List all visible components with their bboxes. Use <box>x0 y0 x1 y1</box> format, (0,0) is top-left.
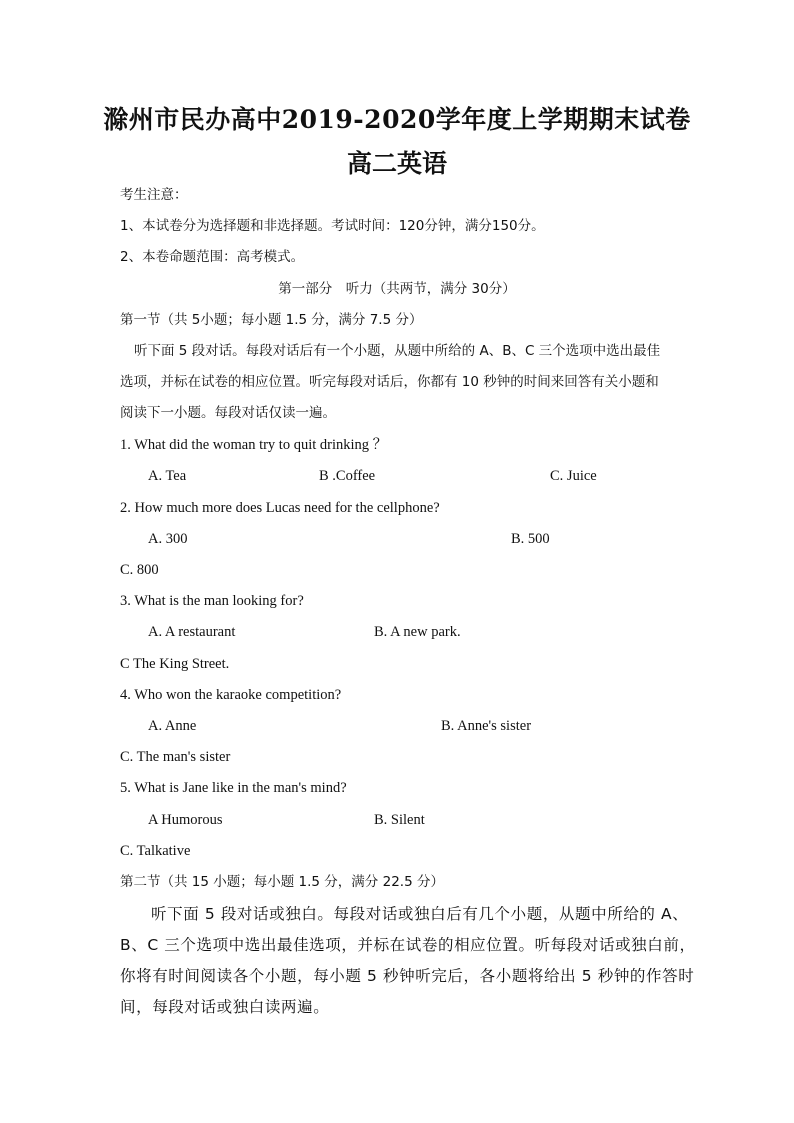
question-2-option-b: B. 500 <box>511 531 550 547</box>
question-3-stem: 3. What is the man looking for? <box>120 593 304 609</box>
question-1-stem: 1. What did the woman try to quit drinking ？ <box>120 437 388 453</box>
question-1-option-a: A. Tea <box>148 468 187 484</box>
section2-instruction-1: 听下面 5 段对话或独白。每段对话或独白后有几个小题，从题中所给的 A、 <box>151 905 689 923</box>
question-4-option-c: C. The man's sister <box>120 749 231 765</box>
question-1-option-c: C. Juice <box>550 468 597 484</box>
question-1-option-b: B .Coffee <box>319 468 376 484</box>
exam-title: 滁州市民办高中2019-2020学年度上学期期末试卷 <box>103 105 691 134</box>
question-3-option-c: C The King Street. <box>120 656 230 672</box>
section1-instruction-3: 阅读下一小题。每段对话仅读一遍。 <box>120 405 336 421</box>
question-3-option-b: B. A new park. <box>374 624 461 640</box>
question-5-option-c: C. Talkative <box>120 843 191 859</box>
section2-title: 第二节（共 15 小题；每小题 1.5 分，满分 22.5 分） <box>120 874 444 890</box>
notice-item-2: 2、本卷命题范围：高考模式。 <box>120 249 305 265</box>
exam-subtitle: 高二英语 <box>346 149 447 178</box>
part1-title: 第一部分 听力（共两节，满分 30分） <box>278 281 516 297</box>
section1-instruction-1: 听下面 5 段对话。每段对话后有一个小题，从题中所给的 A、B、C 三个选项中选出最佳 <box>134 343 661 359</box>
section2-instruction-4: 间，每段对话或独白读两遍。 <box>120 998 330 1016</box>
question-3-option-a: A. A restaurant <box>148 624 236 640</box>
question-4-option-a: A. Anne <box>148 718 197 734</box>
notice-heading: 考生注意： <box>120 187 188 203</box>
question-5-option-b: B. Silent <box>374 812 425 828</box>
question-5-stem: 5. What is Jane like in the man's mind? <box>120 780 347 796</box>
question-2-option-a: A. 300 <box>148 531 188 547</box>
question-2-stem: 2. How much more does Lucas need for the cellphone? <box>120 500 440 516</box>
question-2-option-c: C. 800 <box>120 562 159 578</box>
section2-instruction-3: 你将有时间阅读各个小题，每小题 5 秒钟听完后，各小题将给出 5 秒钟的作答时 <box>120 967 695 985</box>
question-4-option-b: B. Anne's sister <box>441 718 532 734</box>
notice-item-1: 1、本试卷分为选择题和非选择题。考试时间：120分钟，满分150分。 <box>120 218 545 234</box>
section1-title: 第一节（共 5小题；每小题 1.5 分，满分 7.5 分） <box>120 312 423 328</box>
question-4-stem: 4. Who won the karaoke competition? <box>120 687 342 703</box>
section2-instruction-2: B、C 三个选项中选出最佳选项，并标在试卷的相应位置。听每段对话或独白前， <box>120 936 696 954</box>
section1-instruction-2: 选项，并标在试卷的相应位置。听完每段对话后，你都有 10 秒钟的时间来回答有关小题和 <box>120 374 659 390</box>
question-5-option-a: A Humorous <box>148 812 223 828</box>
